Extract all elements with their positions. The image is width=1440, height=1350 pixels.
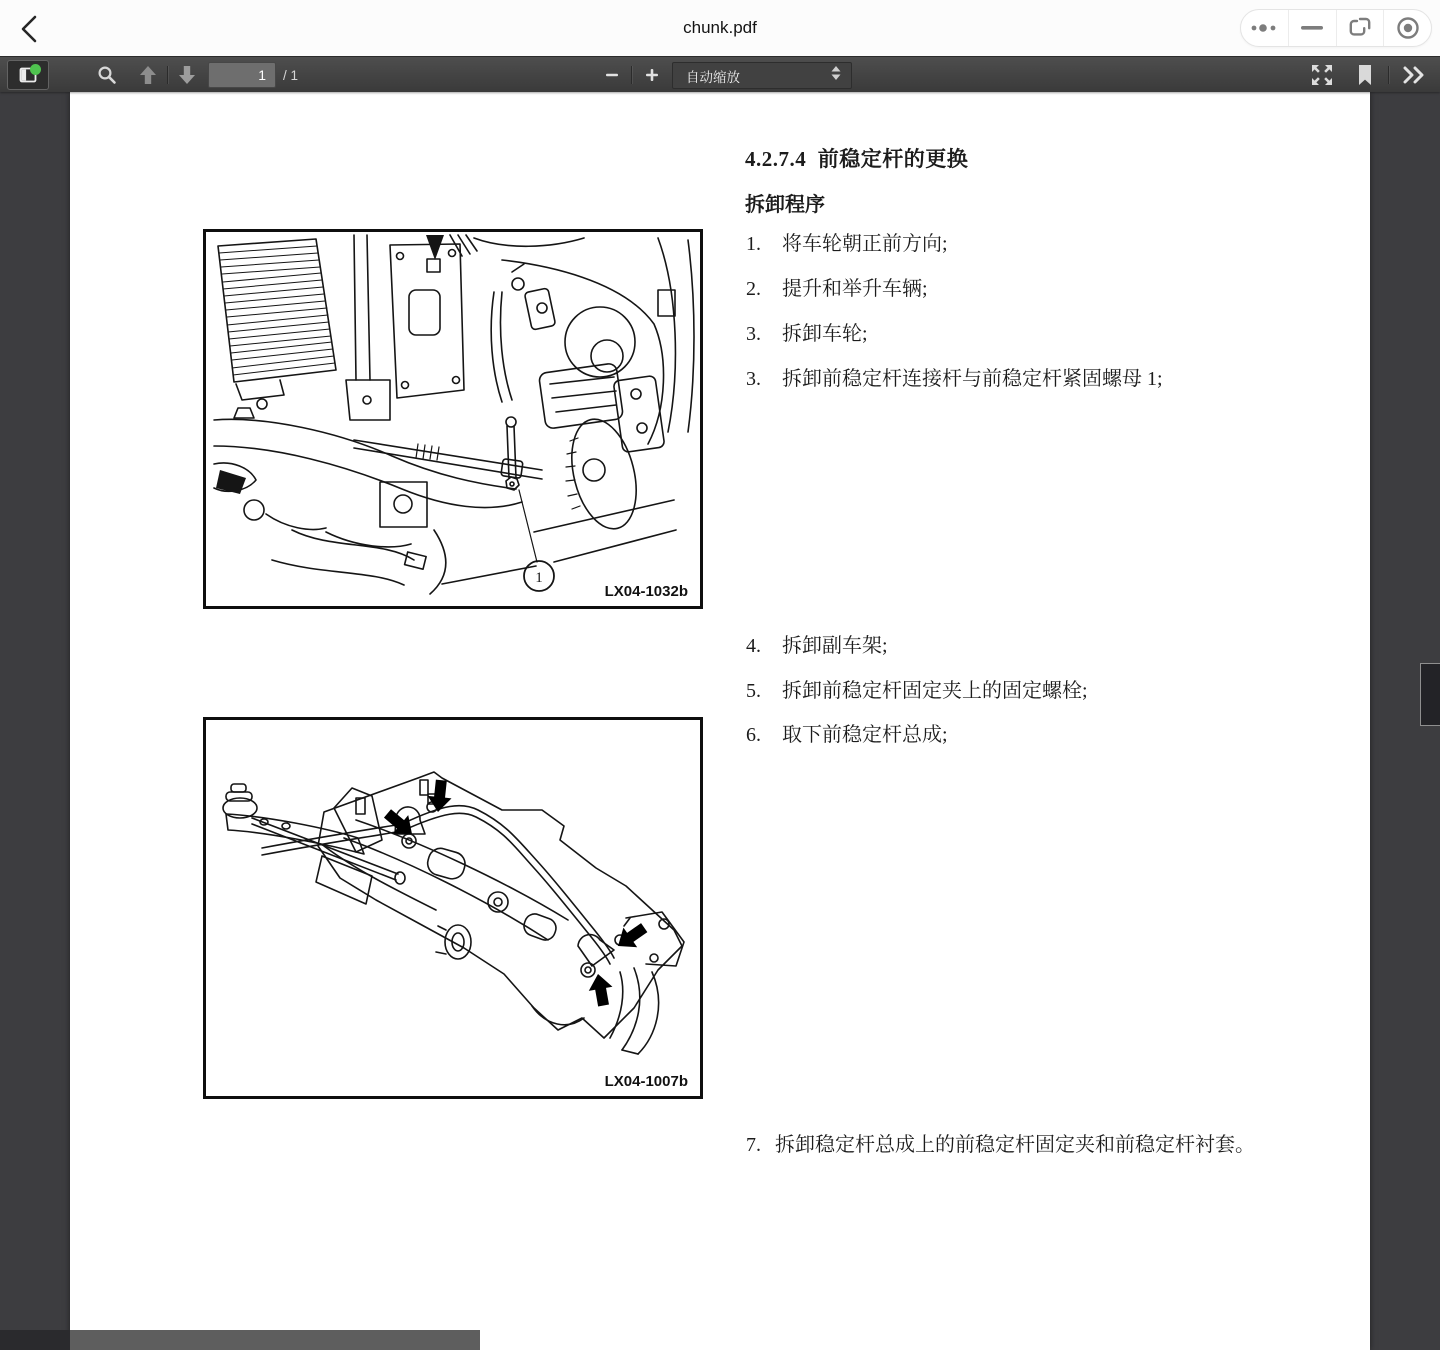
more-tools-button[interactable]: [1396, 60, 1432, 90]
page-down-icon: [177, 65, 197, 85]
zoom-in-button[interactable]: [638, 57, 666, 93]
target-icon: [1394, 14, 1422, 42]
step-item: 1. 将车轮朝正前方向;: [746, 233, 948, 255]
figure2-label: LX04-1007b: [604, 1073, 688, 1090]
zoom-select-value: 自动缩放: [686, 69, 740, 85]
presentation-mode-button[interactable]: [1306, 60, 1338, 90]
app-capsule: [1240, 9, 1432, 47]
minimize-button[interactable]: [1288, 10, 1336, 46]
horizontal-scrollbar-thumb[interactable]: [70, 1330, 480, 1350]
pdf-page: [70, 92, 1370, 1350]
viewer-area: [0, 92, 1440, 1350]
vertical-scrollbar-thumb[interactable]: [1420, 663, 1440, 726]
step-item: 5. 拆卸前稳定杆固定夹上的固定螺栓;: [746, 680, 1088, 702]
document-title: chunk.pdf: [683, 18, 757, 37]
zoom-out-button[interactable]: [598, 57, 626, 93]
figure1-label: LX04-1032b: [604, 583, 688, 600]
search-icon: [97, 65, 117, 85]
bolt-arrows: [380, 779, 651, 1008]
bookmark-button[interactable]: [1350, 60, 1380, 90]
step-item: 7. 拆卸稳定杆总成上的前稳定杆固定夹和前稳定杆衬套。: [746, 1134, 1255, 1156]
titlebar: [0, 0, 1440, 56]
sidebar-toggle-button[interactable]: [7, 60, 49, 90]
figure1-callout: 1: [535, 570, 543, 586]
page-down-button[interactable]: [173, 60, 201, 90]
page-up-button[interactable]: [134, 60, 162, 90]
figure-engine-bay: [203, 229, 703, 609]
page-up-icon: [138, 65, 158, 85]
engine-bay-drawing: [206, 232, 700, 606]
section-heading: 4.2.7.4 前稳定杆的更换: [745, 147, 969, 171]
step-item: 2. 提升和举升车辆;: [746, 278, 928, 300]
restore-icon: [1347, 15, 1373, 41]
search-button[interactable]: [92, 60, 122, 90]
zoom-select[interactable]: [672, 62, 852, 89]
subsection-heading: 拆卸程序: [745, 194, 825, 216]
page-number-input[interactable]: [208, 62, 276, 88]
minimize-icon: [1300, 24, 1324, 32]
step-item: 3. 拆卸前稳定杆连接杆与前稳定杆紧固螺母 1;: [746, 368, 1163, 390]
toolbar-separator: [1388, 66, 1389, 84]
horizontal-scrollbar-track: [0, 1330, 70, 1350]
target-button[interactable]: [1383, 10, 1431, 46]
step-item: 4. 拆卸副车架;: [746, 635, 888, 657]
subframe-drawing: [206, 720, 700, 1096]
figure-subframe: [203, 717, 703, 1099]
more-button[interactable]: [1241, 10, 1288, 46]
page-total-label: / 1: [283, 67, 299, 83]
select-spinner-icon: [831, 65, 851, 86]
presentation-mode-icon: [1311, 64, 1333, 86]
restore-button[interactable]: [1336, 10, 1384, 46]
more-tools-icon: [1402, 66, 1426, 84]
bookmark-icon: [1357, 64, 1373, 86]
sidebar-notification-dot: [30, 64, 41, 75]
toolbar-separator: [631, 66, 632, 84]
zoom-in-icon: [644, 67, 660, 83]
more-icon: [1249, 21, 1279, 35]
zoom-out-icon: [604, 67, 620, 83]
step-item: 6. 取下前稳定杆总成;: [746, 724, 948, 746]
toolbar-separator: [167, 66, 168, 84]
step-item: 3. 拆卸车轮;: [746, 323, 868, 345]
pdf-toolbar: [0, 56, 1440, 92]
